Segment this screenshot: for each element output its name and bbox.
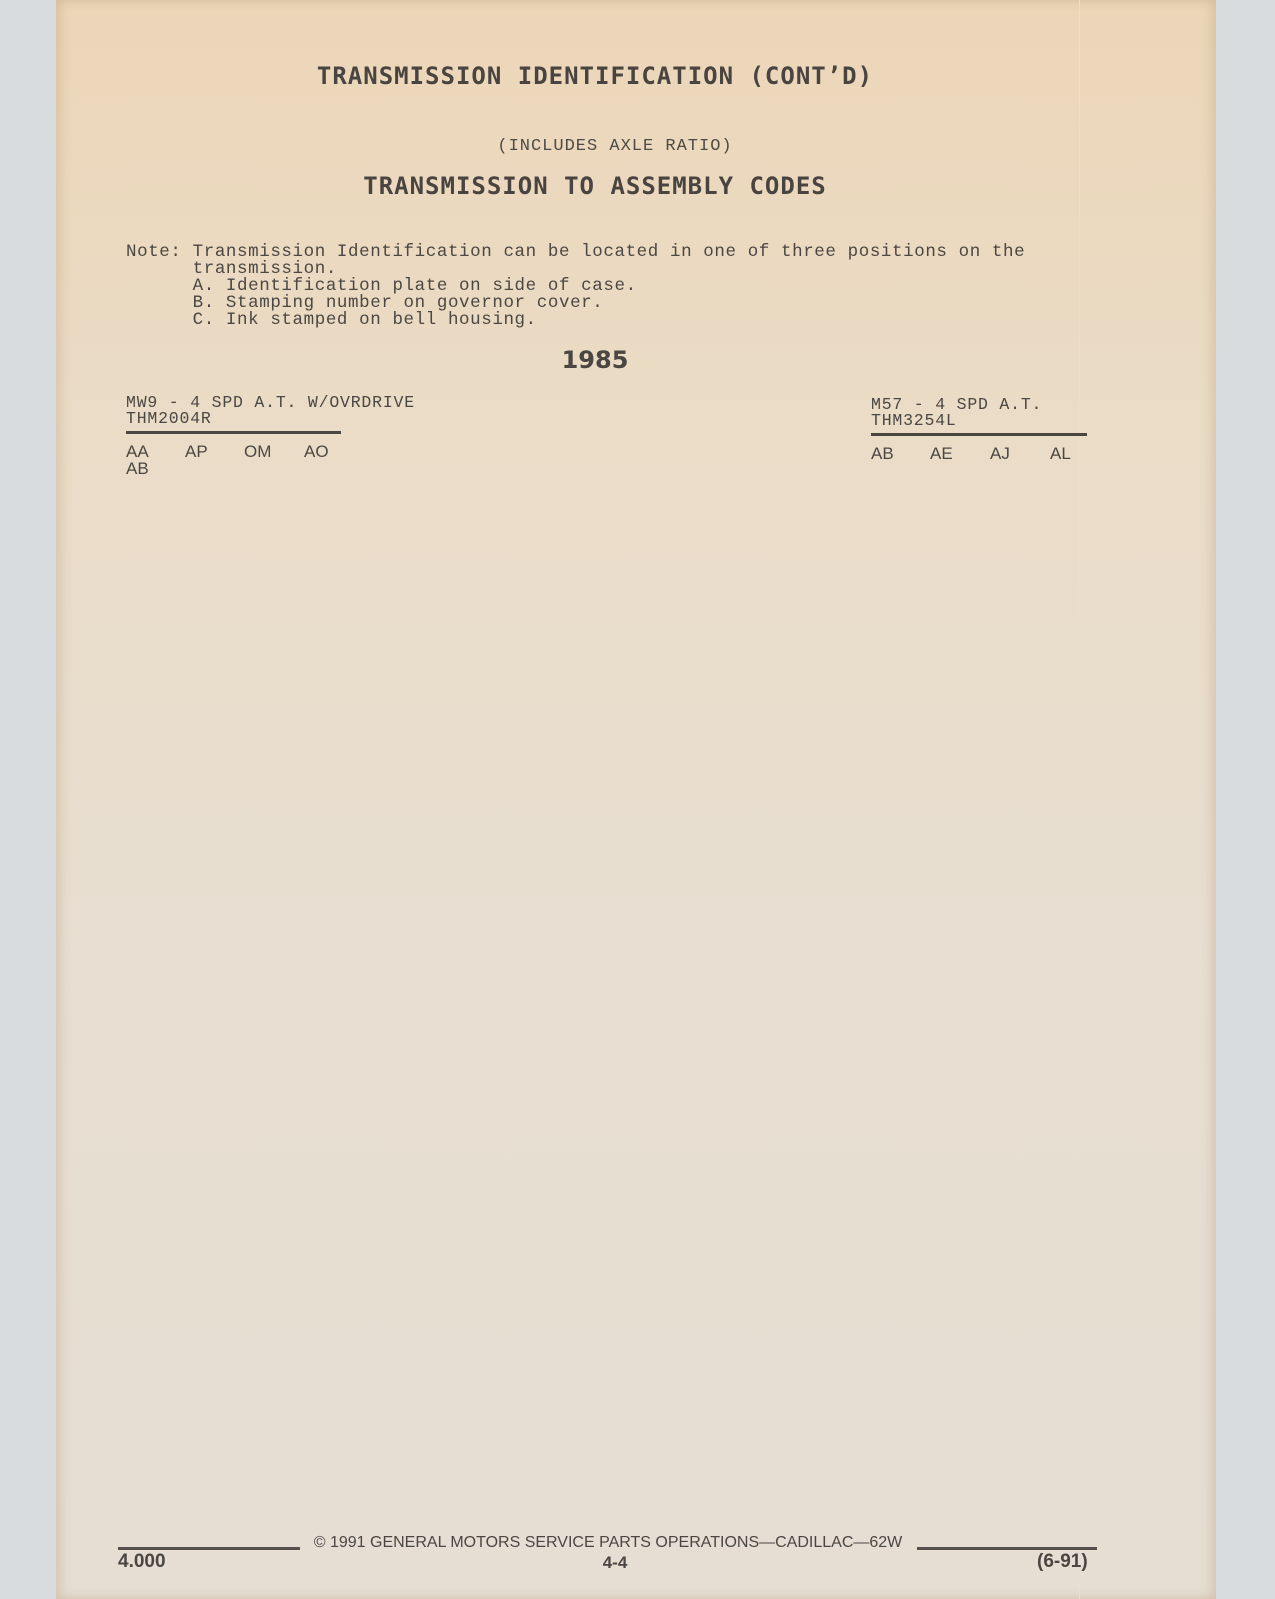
page-title: TRANSMISSION IDENTIFICATION (CONT’D) bbox=[316, 62, 874, 90]
code-row bbox=[871, 445, 1087, 462]
assembly-code: AJ bbox=[990, 444, 1010, 463]
assembly-code: OM bbox=[244, 442, 272, 461]
note-line: Note: Transmission Identification can be located in one of three positions on the bbox=[126, 242, 1026, 262]
assembly-code: AP bbox=[185, 442, 208, 461]
assembly-code: AB bbox=[126, 459, 149, 478]
transmission-block-mw9 bbox=[126, 393, 415, 478]
year-heading: 1985 bbox=[561, 346, 629, 374]
assembly-code: AA bbox=[126, 442, 149, 461]
assembly-code: AE bbox=[930, 444, 953, 463]
note-item-c: C. Ink stamped on bell housing. bbox=[126, 310, 537, 330]
footer-copyright: © 1991 GENERAL MOTORS SERVICE PARTS OPERATIONS—CADILLAC—62W bbox=[313, 1534, 903, 1551]
code-row bbox=[126, 460, 344, 477]
footer-date: (6-91) bbox=[1037, 1551, 1088, 1572]
footer-section-number: 4.000 bbox=[118, 1551, 166, 1572]
transmission-model: THM3254L bbox=[871, 411, 957, 430]
page-subtitle: (INCLUDES AXLE RATIO) bbox=[497, 137, 733, 156]
note-line: transmission. bbox=[126, 259, 337, 279]
assembly-code: AB bbox=[871, 444, 894, 463]
assembly-code: AO bbox=[304, 442, 329, 461]
block-underline bbox=[126, 431, 341, 434]
section-title: TRANSMISSION TO ASSEMBLY CODES bbox=[363, 172, 827, 200]
note-item-b: B. Stamping number on governor cover. bbox=[126, 293, 604, 313]
block-underline bbox=[871, 433, 1087, 436]
footer-rule-left bbox=[118, 1547, 300, 1550]
footer-page-number: 4-4 bbox=[602, 1553, 628, 1572]
transmission-description: MW9 - 4 SPD A.T. W/OVRDRIVE bbox=[126, 393, 415, 412]
note-item-a: A. Identification plate on side of case. bbox=[126, 276, 637, 296]
paper-page bbox=[56, 0, 1216, 1599]
transmission-model: THM2004R bbox=[126, 409, 212, 428]
code-row bbox=[126, 443, 344, 460]
footer-rule-right bbox=[917, 1547, 1097, 1550]
transmission-description: M57 - 4 SPD A.T. bbox=[871, 395, 1043, 414]
fold-line bbox=[1079, 0, 1080, 1599]
transmission-block-m57 bbox=[871, 397, 1087, 462]
note-block bbox=[126, 244, 1025, 329]
assembly-code: AL bbox=[1050, 444, 1071, 463]
